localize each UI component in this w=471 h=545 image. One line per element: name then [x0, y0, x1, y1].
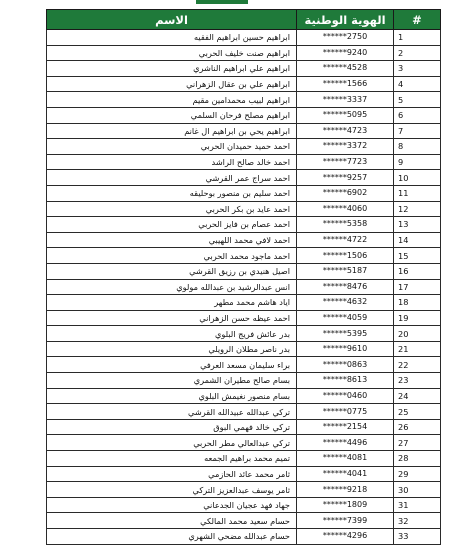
- row-number: 25: [394, 404, 441, 420]
- row-national-id: ******4059: [297, 310, 394, 326]
- row-number: 30: [394, 482, 441, 498]
- row-number: 6: [394, 107, 441, 123]
- row-number: 1: [394, 30, 441, 46]
- row-national-id: ******5187: [297, 263, 394, 279]
- row-number: 24: [394, 388, 441, 404]
- row-number: 29: [394, 466, 441, 482]
- table-row: [47, 30, 441, 46]
- row-national-id: ******4296: [297, 529, 394, 545]
- row-name: براء سليمان مسعد العرفي: [47, 357, 297, 373]
- row-name: ابراهيم علي ابراهيم الناشري: [47, 61, 297, 77]
- row-number: 15: [394, 248, 441, 264]
- row-number: 26: [394, 419, 441, 435]
- row-number: 9: [394, 154, 441, 170]
- row-national-id: ******9610: [297, 341, 394, 357]
- row-national-id: ******7399: [297, 513, 394, 529]
- row-national-id: ******4723: [297, 123, 394, 139]
- row-number: 10: [394, 170, 441, 186]
- header-number: #: [394, 10, 441, 30]
- row-national-id: ******5395: [297, 326, 394, 342]
- top-decoration: [196, 0, 248, 4]
- table-row: [47, 357, 441, 373]
- row-national-id: ******5095: [297, 107, 394, 123]
- table-row: [47, 232, 441, 248]
- table-row: [47, 45, 441, 61]
- table-row: [47, 107, 441, 123]
- table-row: [47, 263, 441, 279]
- row-national-id: ******4081: [297, 451, 394, 467]
- row-national-id: ******4060: [297, 201, 394, 217]
- row-name: حسام عبدالله مضحي الشهري: [47, 529, 297, 545]
- row-number: 14: [394, 232, 441, 248]
- row-number: 8: [394, 139, 441, 155]
- table-row: [47, 419, 441, 435]
- row-name: احمد حميد حميدان الحربي: [47, 139, 297, 155]
- table-row: [47, 76, 441, 92]
- row-national-id: ******4041: [297, 466, 394, 482]
- names-table: [46, 9, 441, 545]
- row-name: اياد هاشم محمد مطهر: [47, 295, 297, 311]
- row-number: 7: [394, 123, 441, 139]
- row-number: 17: [394, 279, 441, 295]
- table-row: [47, 497, 441, 513]
- table-row: [47, 451, 441, 467]
- row-name: احمد عيظه حسن الزهراني: [47, 310, 297, 326]
- row-name: بسام صالح مطيران الشمري: [47, 373, 297, 389]
- table-row: [47, 310, 441, 326]
- row-number: 22: [394, 357, 441, 373]
- row-national-id: ******0863: [297, 357, 394, 373]
- table-row: [47, 139, 441, 155]
- table-row: [47, 295, 441, 311]
- row-national-id: ******4496: [297, 435, 394, 451]
- table-row: [47, 482, 441, 498]
- table-row: [47, 279, 441, 295]
- row-number: 18: [394, 295, 441, 311]
- row-name: ابراهيم يحي بن ابراهيم ال غانم: [47, 123, 297, 139]
- row-name: احمد عايد بن بكر الحربي: [47, 201, 297, 217]
- row-national-id: ******7723: [297, 154, 394, 170]
- row-name: تميم محمد براهيم الجمعه: [47, 451, 297, 467]
- table-row: [47, 326, 441, 342]
- row-name: احمد سراج عمر القرشي: [47, 170, 297, 186]
- row-name: تركي عبدالله عبيدالله القرشي: [47, 404, 297, 420]
- table-row: [47, 185, 441, 201]
- table-row: [47, 217, 441, 233]
- table-header-row: [47, 10, 441, 30]
- table-row: [47, 248, 441, 264]
- row-number: 2: [394, 45, 441, 61]
- top-strip: [0, 0, 471, 6]
- row-national-id: ******4528: [297, 61, 394, 77]
- row-number: 19: [394, 310, 441, 326]
- table-row: [47, 373, 441, 389]
- table-row: [47, 404, 441, 420]
- row-name: بسام منصور نغيمش البلوي: [47, 388, 297, 404]
- row-name: ثامر يوسف عبدالعزيز التركي: [47, 482, 297, 498]
- row-name: احمد ماجود محمد الحربي: [47, 248, 297, 264]
- row-national-id: ******9257: [297, 170, 394, 186]
- row-number: 21: [394, 341, 441, 357]
- row-national-id: ******0775: [297, 404, 394, 420]
- row-name: ابراهيم مصلح فرحان السلمي: [47, 107, 297, 123]
- row-number: 5: [394, 92, 441, 108]
- row-number: 31: [394, 497, 441, 513]
- table-row: [47, 513, 441, 529]
- table-row: [47, 529, 441, 545]
- row-national-id: ******4722: [297, 232, 394, 248]
- row-national-id: ******6902: [297, 185, 394, 201]
- row-national-id: ******3337: [297, 92, 394, 108]
- row-number: 33: [394, 529, 441, 545]
- table-row: [47, 435, 441, 451]
- row-number: 28: [394, 451, 441, 467]
- row-national-id: ******1506: [297, 248, 394, 264]
- row-number: 3: [394, 61, 441, 77]
- table-row: [47, 466, 441, 482]
- row-national-id: ******9240: [297, 45, 394, 61]
- row-number: 16: [394, 263, 441, 279]
- row-name: احمد عصام بن فايز الحربي: [47, 217, 297, 233]
- row-name: احمد لافي محمد اللهيبي: [47, 232, 297, 248]
- row-national-id: ******8613: [297, 373, 394, 389]
- row-national-id: ******4632: [297, 295, 394, 311]
- table-row: [47, 170, 441, 186]
- row-national-id: ******8476: [297, 279, 394, 295]
- row-name: تركي خالد فهمي البوق: [47, 419, 297, 435]
- row-name: حسام سعيد محمد المالكي: [47, 513, 297, 529]
- table-row: [47, 123, 441, 139]
- row-number: 27: [394, 435, 441, 451]
- row-name: ابراهيم حسين ابراهيم الفقيه: [47, 30, 297, 46]
- row-name: تركي عبدالعالي مطر الحربي: [47, 435, 297, 451]
- row-name: انس عبدالرشيد بن عبدالله مولوي: [47, 279, 297, 295]
- row-national-id: ******5358: [297, 217, 394, 233]
- row-name: احمد خالد صالح الراشد: [47, 154, 297, 170]
- table-row: [47, 154, 441, 170]
- row-name: اصيل هنيدي بن رزيق القرشي: [47, 263, 297, 279]
- row-number: 13: [394, 217, 441, 233]
- row-number: 11: [394, 185, 441, 201]
- row-national-id: ******3372: [297, 139, 394, 155]
- row-name: ابراهيم صنت خليف الحربي: [47, 45, 297, 61]
- row-name: ابراهيم علي بن عقال الزهراني: [47, 76, 297, 92]
- row-national-id: ******9218: [297, 482, 394, 498]
- header-name: الاسم: [47, 10, 297, 30]
- row-name: ثامر محمد عائد الحازمي: [47, 466, 297, 482]
- table-row: [47, 61, 441, 77]
- row-number: 4: [394, 76, 441, 92]
- row-number: 23: [394, 373, 441, 389]
- row-name: جهاد فهد عجيان الجدعاني: [47, 497, 297, 513]
- table-row: [47, 388, 441, 404]
- row-national-id: ******2750: [297, 30, 394, 46]
- table-row: [47, 201, 441, 217]
- row-number: 32: [394, 513, 441, 529]
- row-national-id: ******0460: [297, 388, 394, 404]
- row-national-id: ******1809: [297, 497, 394, 513]
- row-name: احمد سليم بن منصور بوحليقه: [47, 185, 297, 201]
- row-national-id: ******2154: [297, 419, 394, 435]
- row-number: 20: [394, 326, 441, 342]
- header-national-id: الهوية الوطنية: [297, 10, 394, 30]
- row-number: 12: [394, 201, 441, 217]
- row-name: ابراهيم لبيب محمدامين مقيم: [47, 92, 297, 108]
- row-national-id: ******1566: [297, 76, 394, 92]
- row-name: بدر ناصر مطلان الرويلي: [47, 341, 297, 357]
- table-row: [47, 92, 441, 108]
- table-row: [47, 341, 441, 357]
- row-name: بدر عائش فريج البلوي: [47, 326, 297, 342]
